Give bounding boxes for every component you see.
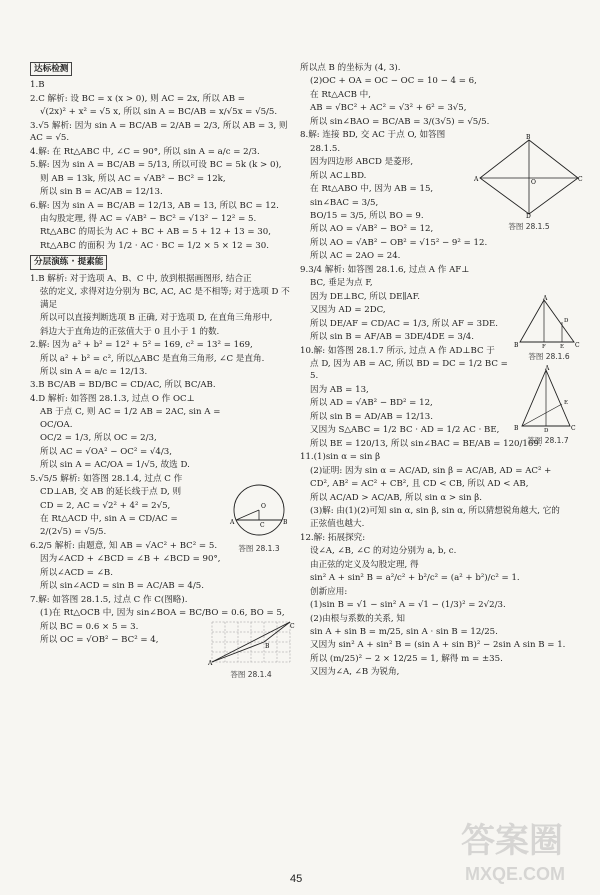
- answer-line: 因为四边形 ABCD 是菱形,: [310, 157, 414, 168]
- answer-line: 因为 DE⊥BC, 所以 DE∥AF.: [310, 291, 420, 302]
- answer-line: sin∠BAC = 3/5,: [310, 197, 379, 208]
- svg-text:C: C: [575, 342, 580, 349]
- answer-line: 5.解: 因为 sin A = BC/AB = 5/13, 所以可设 BC = 5k (k > 0),: [30, 160, 282, 171]
- section-title-mastery-check: 达标检测: [30, 62, 72, 76]
- answer-line: 3.√5 解析: 因为 sin A = BC/AB = 2/AB = 2/3, 所以 AB = 3, 则 AC = √5.: [30, 120, 288, 144]
- answer-line: 28.1.5.: [310, 143, 341, 154]
- answer-line: 2.C 解析: 设 BC = x (x > 0), 则 AC = 2x, 所以 AB =: [30, 93, 246, 104]
- answer-line: 所以 BE = 120/13, 所以 sin∠BAC = BE/AB = 120/169.: [310, 438, 542, 449]
- rhombus-diagram: [474, 136, 584, 218]
- svg-text:C: C: [260, 522, 265, 529]
- answer-line: 由正弦的定义及勾股定理, 得: [310, 559, 419, 570]
- figure-28-1-6: [514, 295, 584, 362]
- figure-caption: 答图 28.1.5: [508, 222, 550, 232]
- answer-line: 3.B BC/AB = BD/BC = CD/AC, 所以 BC/AB.: [30, 380, 216, 391]
- answer-line: 所以 sin∠BAO = BC/AB = 3/(3√5) = √5/5.: [310, 116, 490, 127]
- answer-line: 所以 sin∠ACD = sin B = AC/AB = 4/5.: [40, 581, 204, 592]
- answer-line: 创新应用:: [310, 586, 348, 597]
- svg-text:A: A: [543, 295, 548, 302]
- answer-line: 8.解: 连接 BD, 交 AC 于点 O, 如答图: [300, 130, 446, 141]
- answer-line: BO/15 = 3/5, 所以 BO = 9.: [310, 210, 424, 221]
- answer-line: 6.解: 因为 sin A = BC/AB = 12/13, AB = 13, 所以 BC = 12.: [30, 200, 279, 211]
- figure-28-1-7: [512, 366, 584, 444]
- answer-line: 在 Rt△ACD 中, sin A = CD/AC =: [40, 513, 178, 524]
- answer-line: 所以 AC = 2AO = 24.: [310, 251, 401, 262]
- svg-text:MXQE.COM: MXQE.COM: [465, 864, 566, 884]
- answer-line: 所以 sin B = AC/AB = 12/13.: [40, 187, 163, 198]
- answer-line: 所以 AC/AD > AC/AB, 所以 sin α > sin β.: [310, 492, 482, 503]
- answer-line: 又因为 AD = 2DC,: [310, 305, 386, 316]
- svg-text:B: B: [514, 342, 519, 349]
- answer-line: 又因为 sin² A + sin² B = (sin A + sin B)² − 2sin A sin B = 1.: [310, 640, 566, 651]
- answer-line: 又因为 S△ABC = 1/2 BC · AD = 1/2 AC · BE,: [310, 425, 500, 436]
- answer-line: Rt△ABC 的面积 为 1/2 · AC · BC = 1/2 × 5 × 12 = 30.: [40, 240, 269, 251]
- answer-line: 所以点 B 的坐标为 (4, 3).: [300, 63, 401, 73]
- answer-line: 所以 sin B = AD/AB = 12/13.: [310, 411, 433, 422]
- answer-line: 所以 AO = √AB² − OB² = √15² − 9² = 12.: [310, 237, 488, 248]
- answer-line: 又因为∠A, ∠B 为锐角,: [310, 667, 400, 678]
- svg-text:A: A: [208, 660, 213, 667]
- answer-line: √(2x)² + x² = √5 x, 所以 sin A = BC/AB = x/√5x = √5/5.: [40, 107, 278, 118]
- answer-line: 所以可以直接判断选项 B 正确, 对于选项 D, 在直角三角形中,: [40, 313, 273, 324]
- svg-text:A: A: [230, 519, 235, 526]
- answer-line: CD², AB² = AC² + CB², 且 CD < CB, 所以 AD < AB,: [310, 479, 529, 490]
- svg-text:F: F: [542, 344, 546, 350]
- circle-diagram: [226, 480, 292, 540]
- svg-text:A: A: [474, 176, 479, 183]
- answer-line: AB 于点 C, 则 AC = 1/2 AB = 2AC, sin A = OC/OA.: [40, 407, 221, 430]
- svg-text:B: B: [265, 643, 270, 650]
- answer-line: 2.解: 因为 a² + b² = 12² + 5² = 169, c² = 13² = 169,: [30, 340, 253, 351]
- answer-line: 7.解: 如答图 28.1.5, 过点 C 作 C(图略).: [30, 594, 188, 605]
- figure-28-1-4: [208, 618, 294, 678]
- answer-line: (1)sin B = √1 − sin² A = √1 − (1/3)² = 2√2/3.: [310, 600, 506, 611]
- answer-line: 斜边大于直角边的正弦值大于 0 且小于 1 的数.: [40, 326, 220, 337]
- answer-line: 4.D 解析: 如答图 28.1.3, 过点 O 作 OC⊥: [30, 393, 195, 404]
- answer-line: 所以 AC = √OA² − OC² = √4/3,: [40, 446, 172, 457]
- answer-line: 因为 AB = 13,: [310, 384, 369, 395]
- figure-28-1-3: [226, 480, 292, 552]
- figure-caption: 答图 28.1.3: [238, 544, 280, 554]
- answer-line: 由勾股定理, 得 AC = √AB² − BC² = √13² − 12² = 5.: [40, 213, 257, 224]
- svg-text:D: D: [564, 318, 569, 324]
- answer-line: AB = √BC² + AC² = √3² + 6² = 3√5,: [310, 103, 467, 114]
- answer-line: sin A + sin B = m/25, sin A · sin B = 12/25.: [310, 627, 498, 638]
- answer-line: 1.B 解析: 对于选项 A、B、C 中, 放到根据画图形, 结合正: [30, 273, 252, 284]
- svg-text:D: D: [544, 428, 549, 434]
- answer-line: (1)在 Rt△OCB 中, 因为 sin∠BOA = BC/BO = 0.6, BO = 5,: [40, 608, 285, 619]
- answer-line: (3)解: 由(1)(2)可知 sin α, sin β, sin α, 所以猜想锐角越大, 它的: [310, 505, 560, 516]
- answer-line: 10.解: 如答图 28.1.7 所示, 过点 A 作 AD⊥BC 于: [300, 345, 495, 356]
- answer-line: 点 D, 因为 AB = AC, 所以 BD = DC = 1/2 BC = 5.: [310, 358, 508, 382]
- answer-line: 12.解: 拓展探究:: [300, 532, 366, 543]
- answer-line: 所以 OC = √OB² − BC² = 4,: [40, 635, 159, 646]
- answer-line: 所以 DE/AF = CD/AC = 1/3, 所以 AF = 3DE.: [310, 318, 499, 329]
- answer-line: 5.√5/5 解析: 如答图 28.1.4, 过点 C 作: [30, 473, 183, 484]
- svg-text:E: E: [564, 400, 569, 406]
- answer-line: 所以 AD = √AB² − BD² = 12,: [310, 398, 433, 409]
- svg-text:C: C: [578, 176, 583, 183]
- answer-line: CD⊥AB, 交 AB 的延长线于点 D, 则: [40, 487, 182, 498]
- figure-caption: 答图 28.1.7: [527, 436, 569, 446]
- answer-line: 9.3/4 解析: 如答图 28.1.6, 过点 A 作 AF⊥: [300, 264, 470, 275]
- svg-text:B: B: [283, 519, 288, 526]
- answer-line: (2)证明: 因为 sin α = AC/AD, sin β = AC/AB, AD = AC² +: [310, 465, 552, 476]
- svg-text:O: O: [531, 179, 536, 186]
- answer-line: 所以 BC = 0.6 × 5 = 3.: [40, 621, 139, 632]
- svg-text:E: E: [560, 344, 565, 350]
- answer-line: 所以 sin B = AF/AB = 3DE/4DE = 3/4.: [310, 332, 474, 343]
- isosceles-triangle-diagram: [512, 366, 584, 432]
- figure-caption: 答图 28.1.6: [528, 352, 570, 362]
- svg-text:B: B: [526, 134, 531, 141]
- answer-line: 则 AB = 13k, 所以 AC = √AB² − BC² = 12k,: [40, 173, 226, 184]
- svg-text:B: B: [514, 425, 519, 432]
- answer-line: 所以 AC⊥BD.: [310, 170, 367, 181]
- answer-line: 因为∠ACD + ∠BCD = ∠B + ∠BCD = 90°,: [40, 554, 221, 565]
- answer-line: 在 Rt△ABO 中, 因为 AB = 15,: [310, 184, 434, 195]
- answer-line: 所以 sin A = AC/OA = 1/√5, 故选 D.: [40, 460, 190, 471]
- answer-line: 所以 a² + b² = c², 所以△ABC 是直角三角形, ∠C 是直角.: [40, 353, 265, 364]
- answer-line: 所以 (m/25)² − 2 × 12/25 = 1, 解得 m = ±35.: [310, 653, 503, 664]
- svg-text:答案圈: 答案圈: [461, 822, 563, 860]
- svg-text:D: D: [526, 213, 531, 220]
- answer-line: 所以 AO = √AB² − BO² = 12,: [310, 224, 434, 235]
- answer-line: 所以∠ACD = ∠B.: [40, 567, 113, 578]
- figure-28-1-5: [474, 134, 584, 232]
- answer-line: 11.(1)sin α = sin β: [300, 452, 381, 463]
- answer-line: 所以 sin A = a/c = 12/13.: [40, 366, 148, 377]
- watermark-logo: [455, 808, 585, 888]
- answer-line: 6.2/5 解析: 由题意, 知 AB = √AC² + BC² = 5.: [30, 540, 218, 551]
- answer-line: OC/2 = 1/3, 所以 OC = 2/3,: [40, 433, 157, 444]
- svg-text:A: A: [545, 365, 550, 372]
- answer-line: BC, 垂足为点 F,: [310, 278, 373, 289]
- answer-line: CD = 2, AC = √2² + 4² = 2√5,: [40, 500, 171, 511]
- answer-line: 正弦值也越大.: [310, 519, 365, 530]
- section-title-layered-practice: 分层演练 · 提素能: [30, 255, 107, 269]
- triangle-diagram: [514, 296, 584, 348]
- page-number: 45: [290, 873, 303, 885]
- svg-text:C: C: [290, 623, 295, 630]
- answer-line: 1.B: [30, 80, 45, 91]
- figure-caption: 答图 28.1.4: [230, 670, 272, 680]
- answer-line: Rt△ABC 的周长为 AC + BC + AB = 5 + 12 + 13 = 30,: [40, 227, 271, 238]
- grid-diagram: [208, 618, 294, 666]
- answer-line: 4.解: 在 Rt△ABC 中, ∠C = 90°, 所以 sin A = a/c = 2/3.: [30, 146, 260, 157]
- answer-line: 2/(2√5) = √5/5.: [40, 527, 107, 538]
- answer-line: 设∠A, ∠B, ∠C 的对边分别为 a, b, c.: [310, 546, 457, 557]
- left-column: [30, 62, 292, 647]
- answer-line: (2)OC + OA = OC − OC = 10 − 4 = 6,: [310, 76, 477, 87]
- svg-text:C: C: [571, 425, 576, 432]
- answer-line: 弦的定义, 求得对边分别为 BC, AC, AC 是不相等; 对于选项 D 不满足: [40, 287, 290, 310]
- svg-text:O: O: [261, 503, 266, 510]
- answer-line: (2)由根与系数的关系, 知: [310, 613, 405, 624]
- answer-line: sin² A + sin² B = a²/c² + b²/c² = (a² + b²)/c² = 1.: [310, 573, 520, 584]
- answer-line: 在 Rt△ACB 中,: [310, 89, 372, 100]
